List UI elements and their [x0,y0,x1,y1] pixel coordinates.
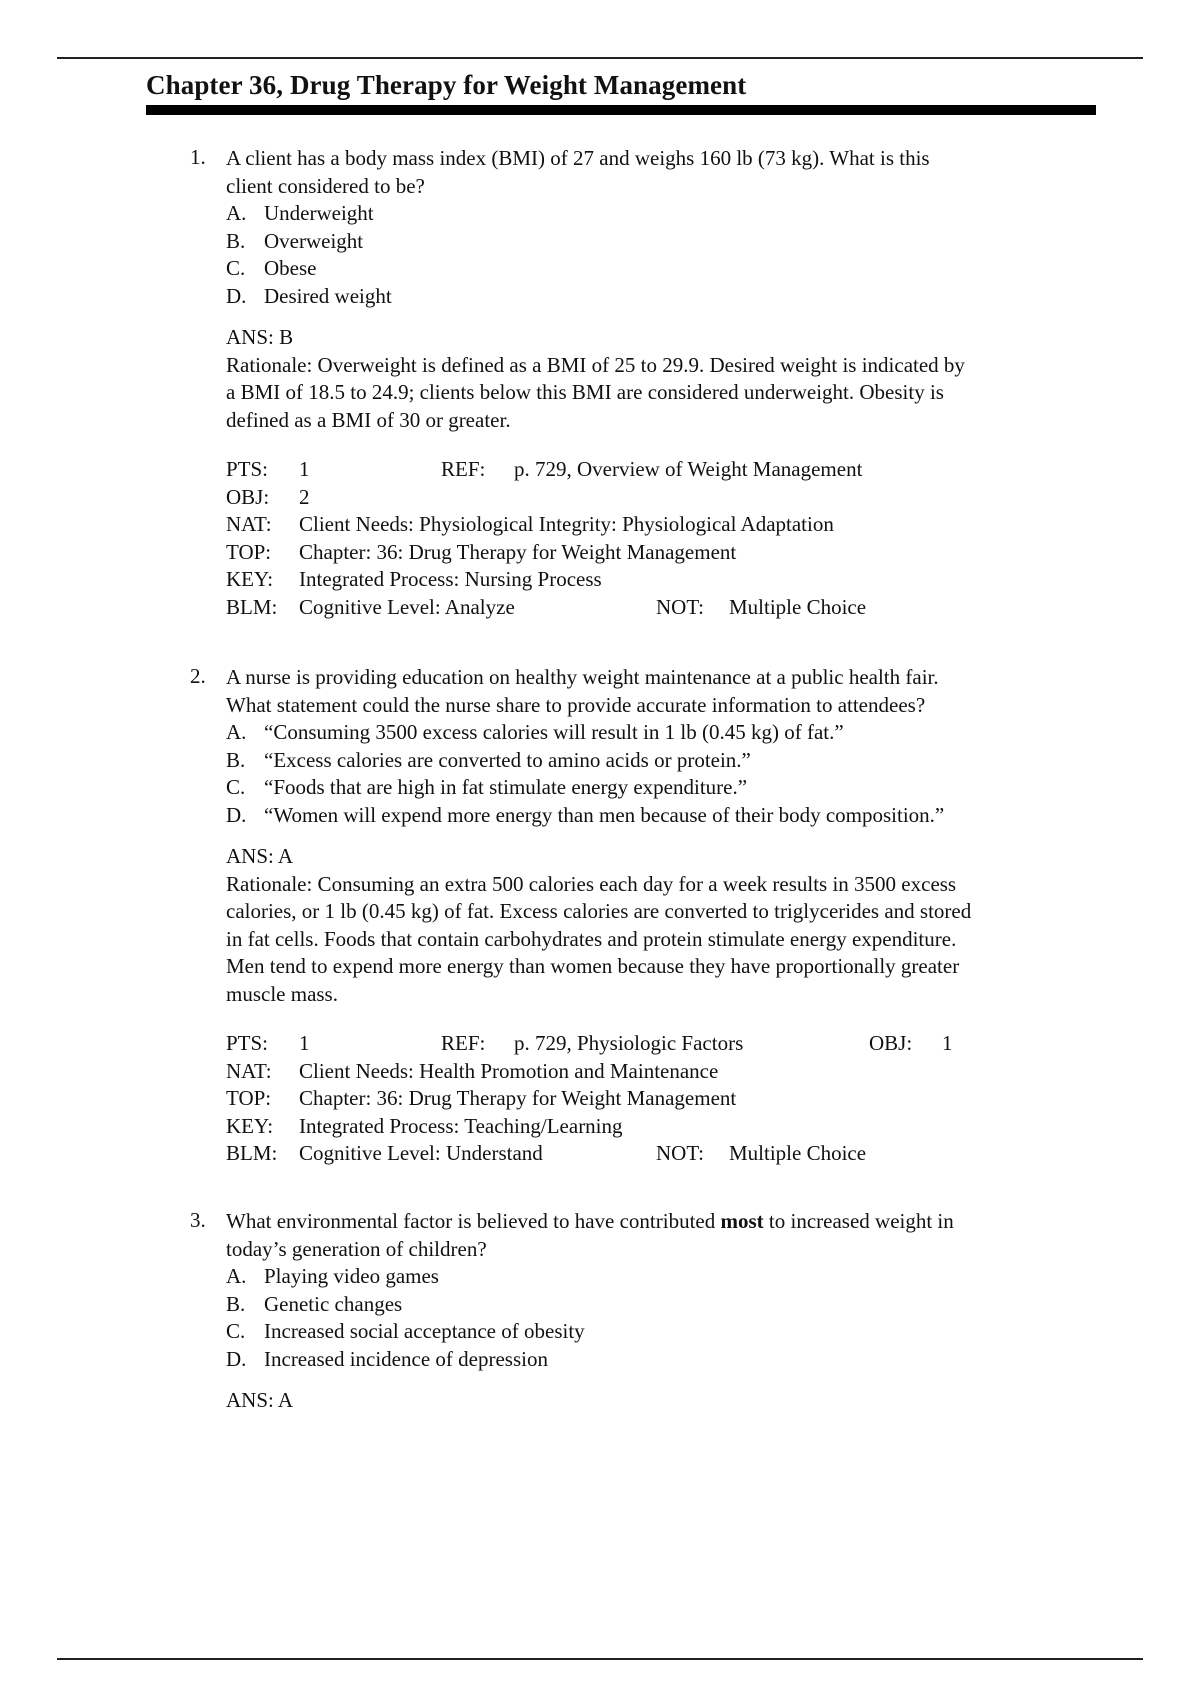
option-text: Playing video games [264,1264,439,1288]
not-value: Multiple Choice [729,1141,867,1165]
question-stem [226,145,1090,200]
not-label: NOT: [656,1141,704,1165]
rationale [226,871,1090,1009]
bottom-rule [57,1658,1143,1660]
question-stem [226,664,1090,719]
option-a [226,1263,1090,1291]
stem-text: to increased weight in [763,1209,954,1233]
not-label: NOT: [656,594,704,619]
obj-label: OBJ: [226,484,270,509]
pts-value: 1 [299,457,310,481]
top-value: Chapter: 36: Drug Therapy for Weight Management [299,539,737,564]
stem-line: What statement could the nurse share to provide accurate information to attendees? [226,692,926,717]
rationale-line: in fat cells. Foods that contain carbohydrates and protein stimulate energy expenditure. [226,926,957,951]
option-letter: B. [226,228,246,253]
rationale-line: muscle mass. [226,981,338,1006]
nat-value: Client Needs: Health Promotion and Maintenance [299,1058,719,1083]
pts-value: 1 [299,1031,310,1055]
obj-label: OBJ: [869,1031,913,1055]
pts-label: PTS: [226,457,269,481]
key-value: Integrated Process: Teaching/Learning [299,1113,623,1138]
option-text: Overweight [264,228,364,253]
rationale-line: Rationale: Overweight is defined as a BMI of 25 to 29.9. Desired weight is indicated by [226,352,965,377]
option-letter: D. [226,1346,247,1371]
not-value: Multiple Choice [729,594,867,619]
option-letter: A. [226,1264,247,1288]
nat-label: NAT: [226,512,272,536]
option-text: “Excess calories are converted to amino acids or protein.” [264,747,751,772]
question-number: 3. [190,1208,206,1232]
pts-label: PTS: [226,1031,269,1055]
option-letter: B. [226,747,246,772]
nat-label: NAT: [226,1058,272,1083]
stem-line: client considered to be? [226,173,425,198]
question-metadata [226,456,1090,621]
blm-label: BLM: [226,594,278,619]
option-letter: C. [226,1319,246,1343]
stem-line: today’s generation of children? [226,1236,487,1261]
option-d [226,283,1090,311]
option-text: Increased incidence of depression [264,1346,548,1371]
option-letter: D. [226,802,247,827]
rationale-line: Rationale: Consuming an extra 500 calories each day for a week results in 3500 excess [226,871,957,896]
option-text: “Consuming 3500 excess calories will result in 1 lb (0.45 kg) of fat.” [264,720,844,744]
option-text: Increased social acceptance of obesity [264,1319,585,1343]
option-text: Obese [264,256,317,280]
option-letter: B. [226,1291,246,1316]
stem-line: A nurse is providing education on healthy weight maintenance at a public health fair. [226,665,939,689]
option-a [226,719,1090,747]
question-stem [226,1208,1090,1263]
title-underline-bar [146,105,1096,115]
rationale-line: Men tend to expend more energy than women because they have proportionally greater [226,954,960,978]
rationale-line: defined as a BMI of 30 or greater. [226,407,511,432]
blm-label: BLM: [226,1141,278,1165]
top-label: TOP: [226,1086,272,1110]
ref-label: REF: [441,457,486,481]
option-text: Genetic changes [264,1291,403,1316]
ref-value: p. 729, Physiologic Factors [514,1031,744,1055]
rationale-line: a BMI of 18.5 to 24.9; clients below this BMI are considered underweight. Obesity is [226,380,944,404]
option-letter: C. [226,775,246,799]
option-text: Desired weight [264,283,392,308]
answer-key: ANS: A [226,844,294,868]
top-rule [57,57,1143,59]
stem-line [226,1208,1090,1236]
option-letter: D. [226,283,247,308]
option-a [226,200,1090,228]
obj-value: 1 [942,1031,953,1055]
option-b [226,1291,1090,1319]
chapter-title: Chapter 36, Drug Therapy for Weight Management [146,70,747,100]
question-metadata [226,1030,1090,1168]
option-b [226,747,1090,775]
key-value: Integrated Process: Nursing Process [299,567,602,591]
top-label: TOP: [226,539,272,564]
answer-key: ANS: B [226,325,294,349]
option-text: Underweight [264,201,374,225]
option-letter: C. [226,256,246,280]
question-number: 1. [190,145,206,169]
option-text: “Foods that are high in fat stimulate energy expenditure.” [264,775,748,799]
key-label: KEY: [226,1113,274,1138]
rationale [226,352,1090,435]
ref-value: p. 729, Overview of Weight Management [514,457,863,481]
question-1 [190,145,1090,621]
option-c [226,1318,1090,1346]
option-b [226,228,1090,256]
obj-value: 2 [299,484,310,509]
top-value: Chapter: 36: Drug Therapy for Weight Management [299,1086,737,1110]
option-text: “Women will expend more energy than men because of their body composition.” [264,802,945,827]
option-c [226,255,1090,283]
ref-label: REF: [441,1031,486,1055]
rationale-line: calories, or 1 lb (0.45 kg) of fat. Excess calories are converted to triglycerides and stored [226,899,972,923]
option-letter: A. [226,201,247,225]
option-letter: A. [226,720,247,744]
question-2 [190,664,1090,1168]
option-d [226,802,1090,830]
question-number: 2. [190,664,206,688]
answer-key: ANS: A [226,1388,294,1412]
stem-text: What environmental factor is believed to have contributed [226,1209,721,1233]
blm-value: Cognitive Level: Understand [299,1141,543,1165]
stem-line: A client has a body mass index (BMI) of 27 and weighs 160 lb (73 kg). What is this [226,146,930,170]
question-3 [190,1208,1090,1415]
blm-value: Cognitive Level: Analyze [299,594,515,619]
stem-emphasis: most [720,1209,764,1233]
option-c [226,774,1090,802]
key-label: KEY: [226,567,274,591]
option-d [226,1346,1090,1374]
nat-value: Client Needs: Physiological Integrity: Physiological Adaptation [299,512,834,536]
